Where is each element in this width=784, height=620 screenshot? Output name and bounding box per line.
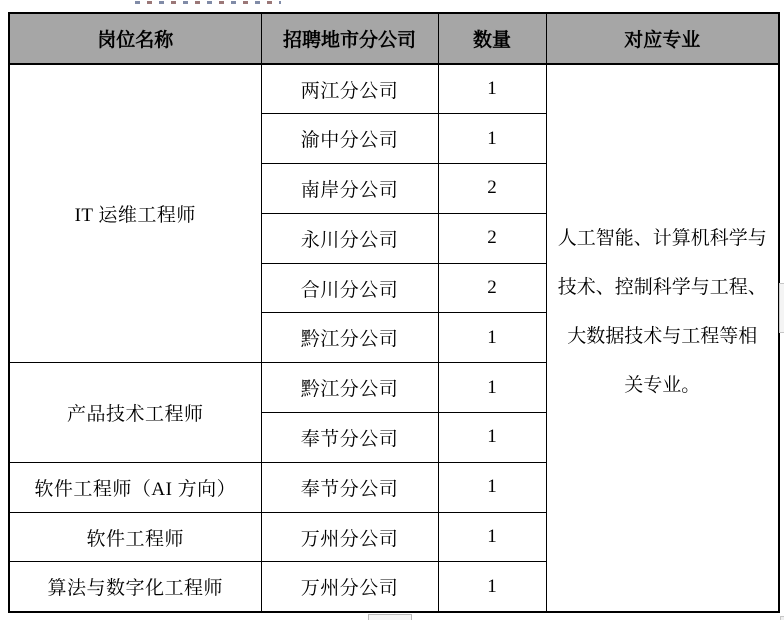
branch-cell: 万州分公司 [261,512,438,562]
branch-cell: 万州分公司 [261,562,438,612]
count-cell: 2 [438,213,546,263]
count-cell: 1 [438,64,546,114]
header-cell-count: 数量 [438,13,546,64]
position-cell: 算法与数字化工程师 [9,562,261,612]
count-cell: 1 [438,363,546,413]
majors-line: 人工智能、计算机科学与 [557,227,767,249]
count-cell: 1 [438,462,546,512]
count-cell: 1 [438,562,546,612]
branch-cell: 南岸分公司 [261,164,438,214]
position-cell: IT 运维工程师 [9,64,261,363]
majors-line: 关专业。 [624,374,701,396]
count-cell: 1 [438,114,546,164]
clipped-text-fragment [135,1,281,4]
clipped-ui-fragment-corner [780,616,784,620]
count-cell: 1 [438,413,546,463]
count-cell: 2 [438,164,546,214]
branch-cell: 渝中分公司 [261,114,438,164]
table-body [9,64,779,612]
header-cell-majors: 对应专业 [546,13,779,64]
branch-cell: 两江分公司 [261,64,438,114]
count-cell: 2 [438,263,546,313]
position-cell: 软件工程师（AI 方向） [9,462,261,512]
majors-cell [546,64,779,612]
table-row [9,64,779,114]
position-cell: 软件工程师 [9,512,261,562]
branch-cell: 黔江分公司 [261,313,438,363]
majors-line: 大数据技术与工程等相 [567,325,758,347]
branch-cell: 合川分公司 [261,263,438,313]
count-cell: 1 [438,313,546,363]
clipped-ui-fragment-bottom [368,614,412,620]
branch-cell: 奉节分公司 [261,413,438,463]
recruitment-table [8,12,780,613]
branch-cell: 永川分公司 [261,213,438,263]
clipped-ui-fragment-right [779,283,784,333]
table-header-row [9,13,779,64]
position-cell: 产品技术工程师 [9,363,261,463]
count-cell: 1 [438,512,546,562]
header-cell-branch: 招聘地市分公司 [261,13,438,64]
branch-cell: 黔江分公司 [261,363,438,413]
branch-cell: 奉节分公司 [261,462,438,512]
majors-line: 技术、控制科学与工程、 [557,276,767,298]
header-cell-position: 岗位名称 [9,13,261,64]
